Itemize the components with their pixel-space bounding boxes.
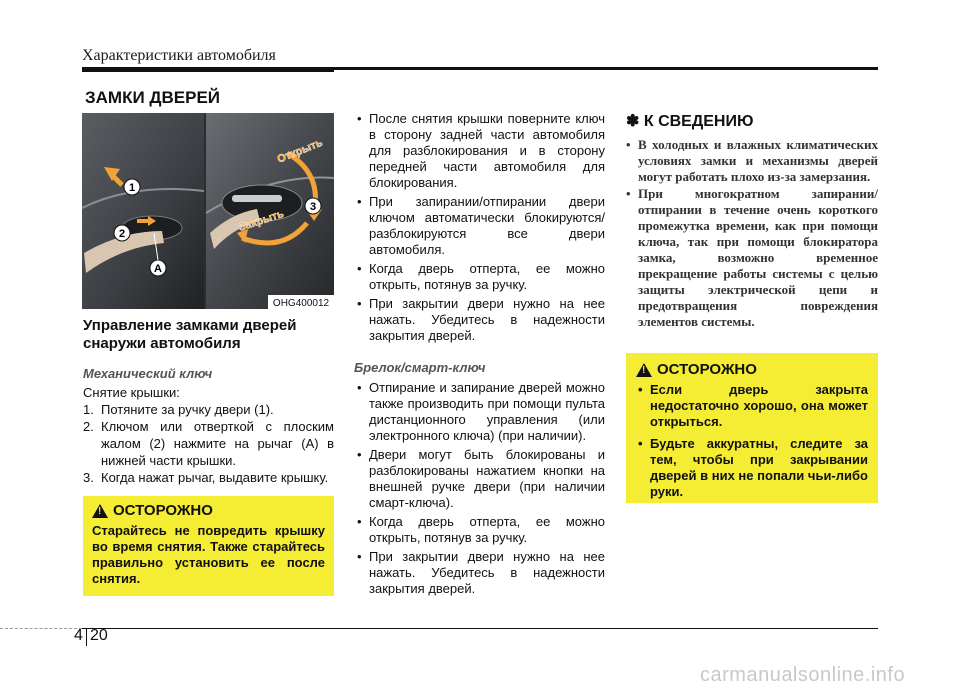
- header-rule-accent: [82, 67, 334, 72]
- warning-icon: !: [636, 363, 652, 377]
- warning-title: ОСТОРОЖНО: [657, 361, 757, 378]
- page-number: 20: [90, 627, 108, 644]
- list-item: • Отпирание и запирание дверей можно также производить при помощи пульта дистанционного управления (или электронного ключа) (при наличии).: [354, 380, 605, 444]
- marker-1-label: 1: [128, 182, 136, 194]
- label-close: Закрыть: [237, 207, 286, 234]
- step-text: Когда нажат рычаг, выдавите крышку.: [101, 470, 329, 485]
- list-item: • Если дверь закрыта недостаточно хорошо, она может открыться.: [636, 382, 868, 430]
- key-shape: [232, 195, 282, 202]
- list-item: • При закрытии двери нужно на нее нажать. Убедитесь в надежности закрытия дверей.: [354, 296, 605, 344]
- list-item: [83, 418, 334, 469]
- col1-subheading: Механический ключ: [83, 366, 213, 381]
- header-title: Характеристики автомобиля: [82, 47, 276, 64]
- column-left: [83, 317, 334, 486]
- step-text: Ключом или отверткой с плоским жалом (2) нажмите на рычаг (A) в нижней части крышки.: [101, 419, 334, 468]
- step-number: 2.: [83, 419, 94, 434]
- list-item: • В холодных и влажных климатических условиях замки и механизмы дверей могут работать плохо из-за замерзания.: [626, 137, 878, 185]
- warning-icon: !: [92, 504, 108, 518]
- marker-a-label: A: [154, 263, 162, 275]
- footer-rule: [82, 628, 878, 629]
- list-item: • После снятия крышки поверните ключ в сторону задней части автомобиля для разблокирования и в сторону передней части автомобиля для блокирования.: [354, 111, 605, 191]
- marker-3-label: 3: [309, 201, 317, 213]
- remote-key-list: [354, 380, 605, 597]
- list-item: • При закрытии двери нужно на нее нажать. Убедитесь в надежности закрытия дверей.: [354, 549, 605, 597]
- key-usage-list: [354, 111, 605, 344]
- label-open: Открыть: [275, 136, 325, 166]
- col1-intro: Снятие крышки:: [83, 385, 180, 400]
- info-title: ✽ К СВЕДЕНИЮ: [626, 113, 754, 130]
- col2-subheading: Брелок/смарт-ключ: [354, 360, 486, 375]
- left-photo-panel: [82, 113, 204, 309]
- chapter-number: 4: [74, 627, 83, 644]
- warning-text: Старайтесь не повредить крышку во время снятия. Также старайтесь правильно установить ее после снятия.: [92, 523, 325, 586]
- list-item: • Двери могут быть блокированы и разблокированы нажатием кнопки на внешней ручке двери (при наличии смарт-ключа).: [354, 447, 605, 511]
- warning-list: [636, 382, 868, 500]
- step-text: Потяните за ручку двери (1).: [101, 402, 274, 417]
- list-item: [83, 401, 334, 418]
- warning-box-cover: [83, 496, 334, 596]
- figure-code: OHG400012: [272, 298, 330, 309]
- footer-dashed-line: [0, 628, 82, 629]
- warning-box-doors: [626, 353, 878, 503]
- door-lock-figure: [82, 113, 334, 309]
- list-item: • Будьте аккуратны, следите за тем, чтобы при закрывании дверей в них не попали чьи-либо руки.: [636, 436, 868, 500]
- step-number: 3.: [83, 470, 94, 485]
- column-middle: [354, 111, 605, 600]
- column-right: [626, 111, 878, 331]
- list-item: • При многократном запирании/отпирании в течение очень короткого промежутка времени, как при помощи ключа, так при помощи блокиратора замка, возможно временное прекращение работы системы с целью защиты электрической цепи и предотвращения повреждения элементов системы.: [626, 186, 878, 330]
- list-item: [83, 469, 334, 486]
- page-separator: [86, 628, 87, 646]
- steps-list: [83, 401, 334, 486]
- marker-2-label: 2: [118, 228, 126, 240]
- list-item: • Когда дверь отперта, ее можно открыть, потянув за ручку.: [354, 261, 605, 293]
- list-item: • При запирании/отпирании двери ключом автоматически блокируются/разблокируются все двери автомобиля.: [354, 194, 605, 258]
- watermark: carmanualsonline.info: [700, 664, 906, 686]
- list-item: • Когда дверь отперта, ее можно открыть, потянув за ручку.: [354, 514, 605, 546]
- warning-title: ОСТОРОЖНО: [113, 502, 213, 519]
- col1-heading: Управление замками дверей снаружи автомобиля: [83, 317, 297, 352]
- section-title: ЗАМКИ ДВЕРЕЙ: [85, 88, 221, 107]
- info-list: [626, 137, 878, 330]
- step-number: 1.: [83, 402, 94, 417]
